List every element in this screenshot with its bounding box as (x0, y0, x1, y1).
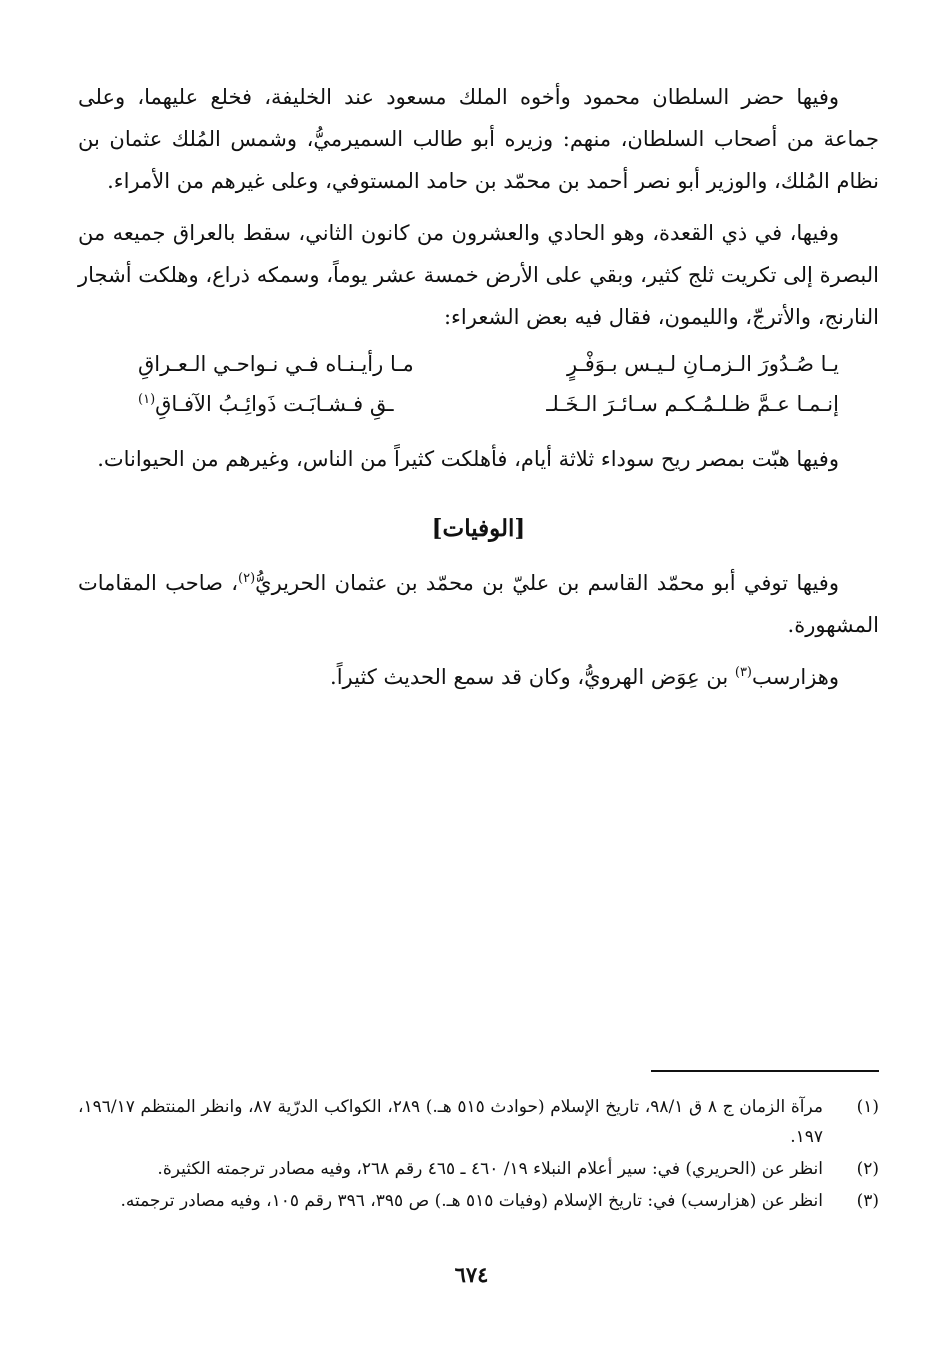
poem-verse-2-first-hemistich: إنـمـا عـمَّ ظـلـمُـكـم سـائـرَ الـخَـلـ (546, 392, 839, 416)
paragraph-egypt-wind: وفيها هبّت بمصر ريح سوداء ثلاثة أيام، فأهلكت كثيراً من الناس، وغيرهم من الحيوانات. (97, 447, 839, 471)
footnote-ref-3: (٣) (734, 665, 752, 680)
footnotes (78, 1092, 879, 1218)
footnote-3-text: انظر عن (هزارسب) في: تاريخ الإسلام (وفيات ٥١٥ هـ.) ص ٣٩٥، ٣٩٦ رقم ١٠٥، وفيه مصادر ترجمته. (120, 1191, 823, 1211)
main-text (78, 76, 879, 708)
poem-verse-2-second-hemistich (138, 384, 394, 424)
page-number: ٦٧٤ (454, 1262, 489, 1287)
paragraph-hariri-death (78, 562, 879, 646)
footnote-1 (78, 1092, 879, 1152)
paragraph-hazarasb (78, 656, 879, 698)
footnote-3 (78, 1186, 879, 1216)
poem-verse-2-second-text: ـقِ فـشـابَـت ذَوائِـبُ الآفـاقِ (155, 392, 394, 416)
poem (78, 344, 879, 424)
poem-verse-1-first-hemistich: يـا صُـدُورَ الـزمـانِ لـيـس بـوَفْـرٍ (566, 352, 839, 376)
footnote-3-number: (٣) (856, 1191, 879, 1211)
footnote-divider (651, 1070, 879, 1072)
poem-verse-2 (138, 384, 839, 424)
footnote-2 (78, 1154, 879, 1184)
paragraph-hazarasb-name: وهزارسب (752, 665, 839, 689)
footnote-2-number: (٢) (856, 1159, 879, 1179)
footnote-2-text: انظر عن (الحريري) في: سير أعلام النبلاء ١٩/ ٤٦٠ ـ ٤٦٥ رقم ٢٦٨، وفيه مصادر ترجمته الكثيرة. (157, 1159, 823, 1179)
footnote-ref-2: (٢) (238, 571, 256, 586)
footnote-ref-1: (١) (138, 392, 156, 407)
poem-verse-1 (138, 344, 839, 384)
paragraph-hazarasb-rest: بن عِوَض الهرويُّ، وكان قد سمع الحديث كثيراً. (330, 665, 735, 689)
section-heading-deaths: [الوفيات] (431, 515, 526, 542)
paragraph-sultan-visit: وفيها حضر السلطان محمود وأخوه الملك مسعود عند الخليفة، فخلع عليهما، وعلى جماعة من أصحاب السلطان، منهم: وزيره أبو طالب السميرميُّ، وشمس المُلك عثمان بن نظام المُلك، والوزير أبو نصر أحمد بن محمّد بن حامد المستوفي، وعلى غيرهم من الأمراء. (78, 85, 879, 193)
paragraph-hariri-rest: ، صاحب المقامات المشهورة. (78, 571, 879, 637)
footnote-1-number: (١) (856, 1097, 879, 1117)
paragraph-hariri-text: وفيها توفي أبو محمّد القاسم بن عليّ بن محمّد بن عثمان الحريريُّ (255, 571, 839, 595)
poem-verse-1-second-hemistich: مـا رأيـنـاه فـي نـواحـي الـعـراقِ (138, 352, 414, 376)
paragraph-iraq-snow: وفيها، في ذي القعدة، وهو الحادي والعشرون من كانون الثاني، سقط بالعراق جميعه من البصرة إلى تكريت ثلج كثير، وبقي على الأرض خمسة عشر يوماً، وسمكه ذراع، وهلكت أشجار النارنج، والأترجّ، والليمون، فقال فيه بعض الشعراء: (78, 221, 879, 329)
footnote-1-text: مرآة الزمان ج ٨ ق ٩٨/١، تاريخ الإسلام (حوادث ٥١٥ هـ.) ٢٨٩، الكواكب الدرّية ٨٧، وانظر المنتظم ١٩٦/١٧، ١٩٧. (78, 1097, 824, 1147)
